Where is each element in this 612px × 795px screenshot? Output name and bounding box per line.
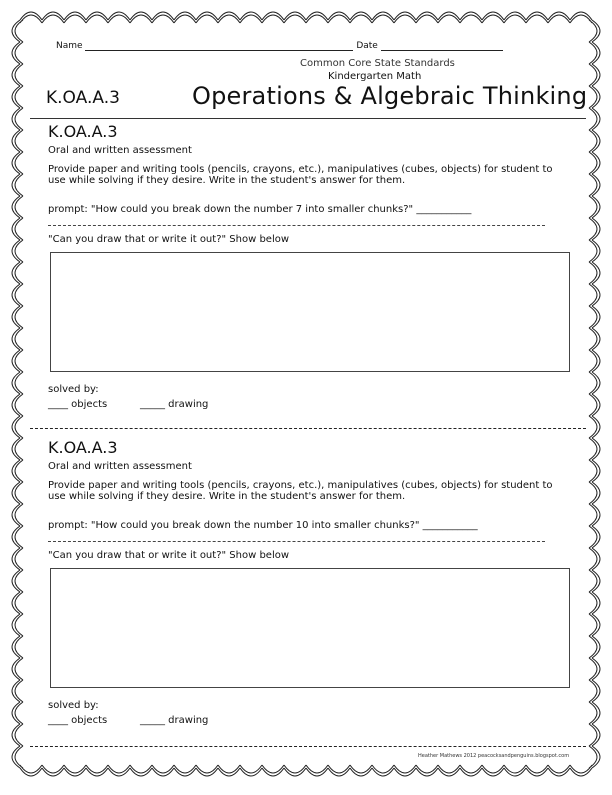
assessment-section-1 [0, 118, 612, 428]
drawing-box[interactable] [50, 252, 570, 372]
instructions: Provide paper and writing tools (pencils, crayons, etc.), manipulatives (cubes, objects) for student to use while solving if they desire. Write in the student's answer for them. [48, 164, 553, 186]
standard-code: K.OA.A.3 [46, 88, 120, 108]
assessment-type: Oral and written assessment [48, 145, 192, 156]
date-field[interactable] [381, 41, 503, 51]
solved-by-label: solved by: [48, 384, 99, 395]
page-title: Operations & Algebraic Thinking [192, 82, 588, 110]
objects-option[interactable]: ____ objects [48, 399, 108, 410]
drawing-option[interactable]: _____ drawing [140, 399, 209, 410]
name-date-row [56, 41, 503, 51]
solved-by-label: solved by: [48, 700, 99, 711]
assessment-section-2 [0, 434, 612, 744]
section-code: K.OA.A.3 [48, 122, 118, 141]
prompt: prompt: "How could you break down the number 10 into smaller chunks?" ___________ [48, 520, 478, 531]
cut-line [30, 428, 586, 429]
subtitle-grade: Kindergarten Math [328, 71, 422, 82]
cut-line [30, 746, 586, 747]
date-label: Date [356, 41, 378, 51]
assessment-type: Oral and written assessment [48, 461, 192, 472]
draw-prompt: "Can you draw that or write it out?" Show below [48, 550, 290, 561]
draw-prompt: "Can you draw that or write it out?" Show below [48, 234, 290, 245]
footer-credit: Heather Mathews 2012 peacocksandpenguins.blogspot.com [418, 753, 570, 759]
section-code: K.OA.A.3 [48, 438, 118, 457]
answer-line[interactable] [48, 225, 545, 226]
instructions: Provide paper and writing tools (pencils, crayons, etc.), manipulatives (cubes, objects) for student to use while solving if they desire. Write in the student's answer for them. [48, 480, 553, 502]
name-label: Name [56, 41, 83, 51]
objects-option[interactable]: ____ objects [48, 715, 108, 726]
drawing-box[interactable] [50, 568, 570, 688]
answer-line[interactable] [48, 541, 545, 542]
subtitle-standards: Common Core State Standards [300, 58, 455, 69]
name-field[interactable] [85, 41, 353, 51]
prompt: prompt: "How could you break down the number 7 into smaller chunks?" ___________ [48, 204, 472, 215]
drawing-option[interactable]: _____ drawing [140, 715, 209, 726]
